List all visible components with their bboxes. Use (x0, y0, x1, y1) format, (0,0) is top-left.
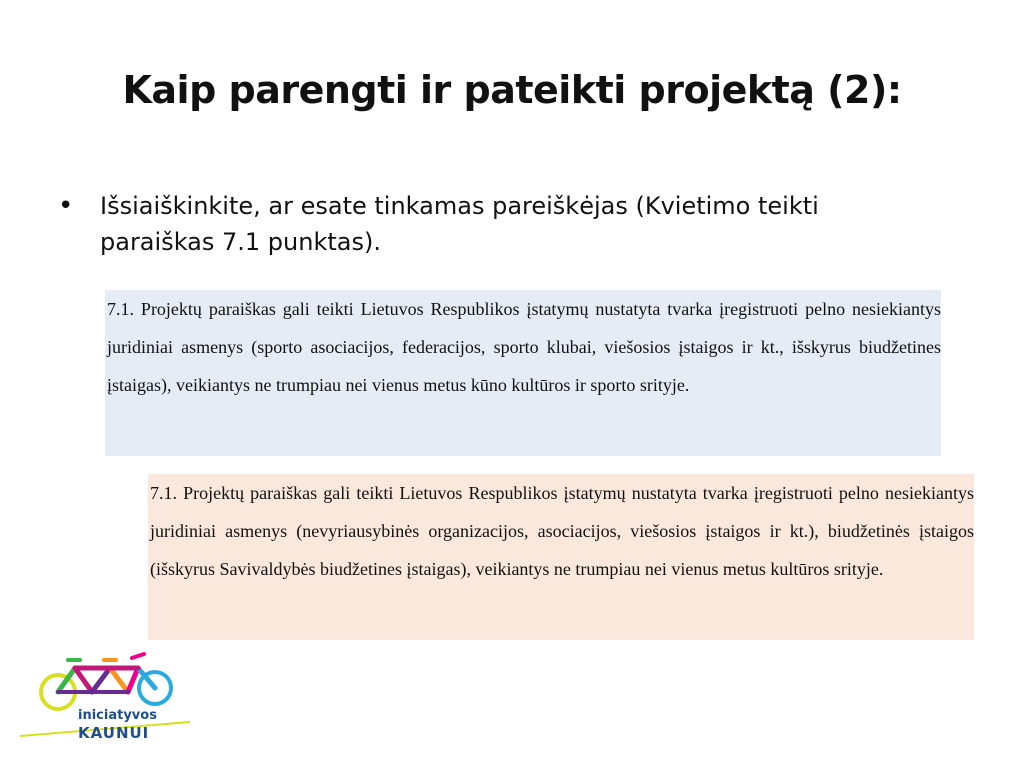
excerpt-sport-text: 7.1. Projektų paraiškas gali teikti Lietuvos Respublikos įstatymų nustatyta tvarka įregistruoti pelno nesiekiantys juridiniai asmenys (sporto asociacijos, federacijos, sporto klubai, viešosios įstaigos ir kt., išskyrus biudžetines įstaigas), veikiantys ne trumpiau nei vienus metus kūno kultūros ir sporto srityje. (107, 299, 941, 395)
logo-text-kaunui: KAUNUI (78, 724, 150, 742)
slide-title: Kaip parengti ir pateikti projektą (2): (122, 68, 902, 112)
bullet-icon: • (58, 191, 74, 221)
bullet-text: Išsiaiškinkite, ar esate tinkamas pareiškėjas (Kvietimo teikti paraiškas 7.1 punktas). (100, 192, 819, 256)
bullet-item (58, 188, 938, 260)
excerpt-culture-text: 7.1. Projektų paraiškas gali teikti Lietuvos Respublikos įstatymų nustatyta tvarka įregistruoti pelno nesiekiantys juridiniai asmenys (nevyriausybinės organizacijos, asociacijos, viešosios įstaigos ir kt.), biudžetinės įstaigos (išskyrus Savivaldybės biudžetines įstaigas), veikiantys ne trumpiau nei vienus metus kultūros srityje. (150, 483, 974, 579)
excerpt-culture (148, 474, 974, 640)
excerpt-sport (105, 290, 941, 456)
logo-text-iniciatyvos: iniciatyvos (78, 708, 157, 723)
iniciatyvos-kaunui-logo (20, 640, 195, 750)
